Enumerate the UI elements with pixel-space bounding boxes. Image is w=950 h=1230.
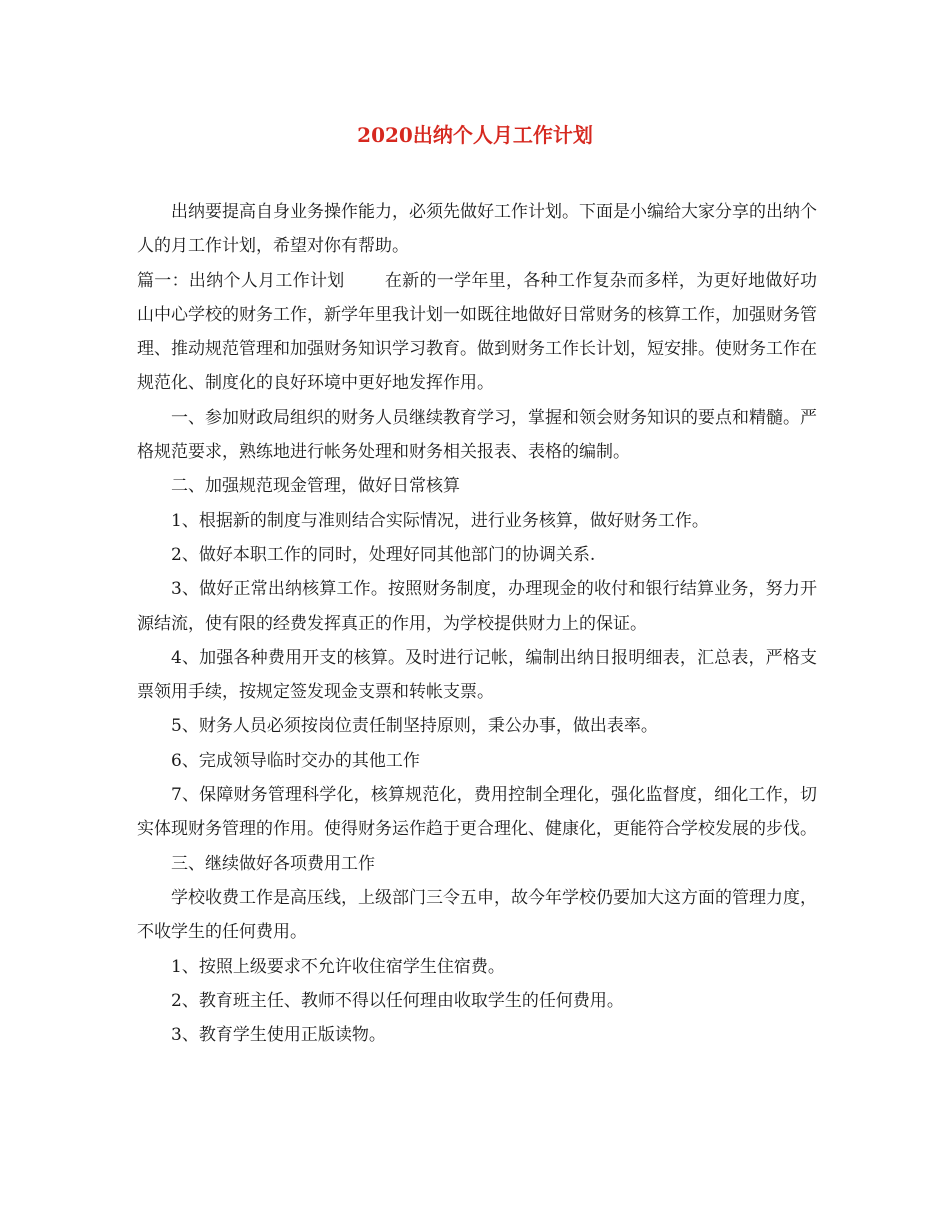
paragraph-item: 3、教育学生使用正版读物。 xyxy=(171,1025,386,1046)
paragraph-item: 二、加强规范现金管理，做好日常核算 xyxy=(171,476,460,497)
paragraph-item: 4、加强各种费用开支的核算。及时进行记帐，编制出纳日报明细表，汇总表，严格支票领用手续，按规定签发现金支票和转帐支票。 xyxy=(137,647,817,703)
paragraph-item: 6、完成领导临时交办的其他工作 xyxy=(171,750,420,771)
paragraph-item: 5、财务人员必须按岗位责任制坚持原则，秉公办事，做出表率。 xyxy=(171,716,658,737)
intro-paragraph: 出纳要提高自身业务操作能力，必须先做好工作计划。下面是小编给大家分享的出纳个人的月工作计划，希望对你有帮助。 xyxy=(137,202,817,257)
paragraph-item: 1、根据新的制度与准则结合实际情况，进行业务核算，做好财务工作。 xyxy=(171,510,709,531)
paragraph-item: 三、继续做好各项费用工作 xyxy=(171,853,375,874)
paragraph-item: 2、教育班主任、教师不得以任何理由收取学生的任何费用。 xyxy=(171,990,624,1011)
paragraph-item: 2、做好本职工作的同时，处理好同其他部门的协调关系. xyxy=(171,544,596,565)
document-body xyxy=(137,195,817,1052)
paragraph-item: 一、参加财政局组织的财务人员继续教育学习，掌握和领会财务知识的要点和精髓。严格规范要求，熟练地进行帐务处理和财务相关报表、表格的编制。 xyxy=(137,407,817,463)
section-intro: 在新的一学年里，各种工作复杂而多样，为更好地做好功山中心学校的财务工作，新学年里我计划一如既往地做好日常财务的核算工作，加强财务管理、推动规范管理和加强财务知识学习教育。做到财务工作长计划，短安排。使财务工作在规范化、制度化的良好环境中更好地发挥作用。 xyxy=(137,270,818,394)
section-paragraph xyxy=(137,264,817,401)
document-title: 2020出纳个人月工作计划 xyxy=(357,123,593,147)
paragraph-item: 学校收费工作是高压线，上级部门三令五申，故今年学校仍要加大这方面的管理力度，不收学生的任何费用。 xyxy=(137,887,817,943)
paragraph-item: 1、按照上级要求不允许收住宿学生住宿费。 xyxy=(171,956,505,977)
section-heading: 篇一：出纳个人月工作计划 xyxy=(137,270,345,291)
paragraph-item: 3、做好正常出纳核算工作。按照财务制度，办理现金的收付和银行结算业务，努力开源结流，使有限的经费发挥真正的作用，为学校提供财力上的保证。 xyxy=(137,579,817,634)
paragraph-item: 7、保障财务管理科学化，核算规范化，费用控制全理化，强化监督度，细化工作，切实体现财务管理的作用。使得财务运作趋于更合理化、健康化，更能符合学校发展的步伐。 xyxy=(137,785,817,840)
